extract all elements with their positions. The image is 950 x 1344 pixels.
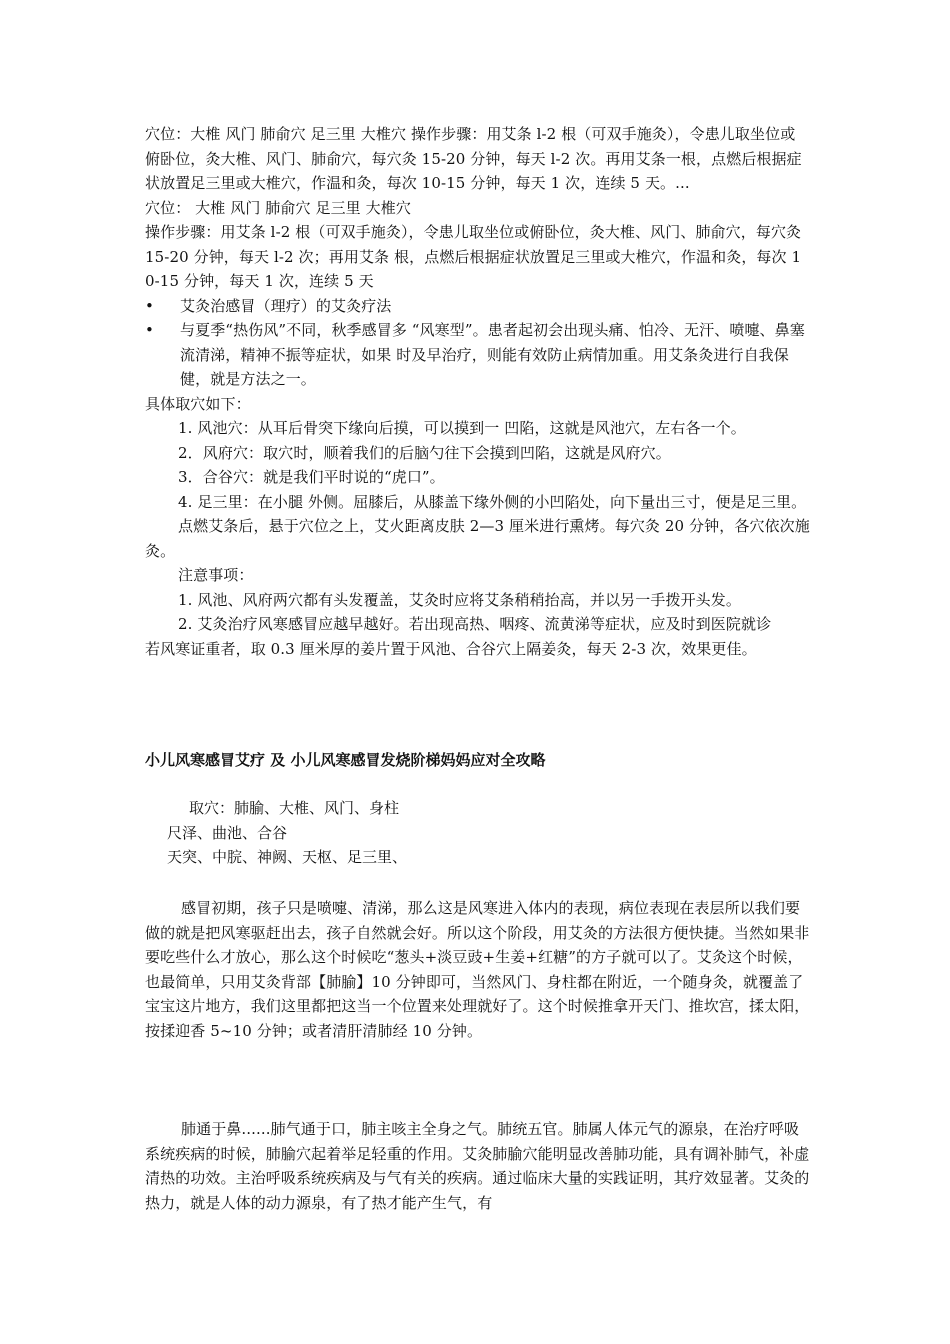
bullet-item	[145, 294, 810, 319]
note-item: 2. 艾灸治疗风寒感冒应越早越好。若出现高热、咽疼、流黄涕等症状，应及时到医院就诊	[178, 615, 772, 633]
acupoint-list-line: 尺泽、曲池、合谷	[167, 823, 288, 842]
acupoint-operation-paragraph: 穴位：大椎 风门 肺俞穴 足三里 大椎穴 操作步骤：用艾条 l-2 根（可双手施灸），令患儿取坐位或俯卧位，灸大椎、风门、肺俞穴，每穴灸 15-20 分钟，每天 l-2 次。再用艾条一根，点燃后根据症状放置足三里或大椎穴，作温和灸，每次 10-15 分钟，每天 1 次，连续 5 天。...	[145, 125, 802, 192]
point-item: 4. 足三里：在小腿 外侧。屈膝后，从膝盖下缘外侧的小凹陷处，向下量出三寸，便是足三里。	[178, 492, 807, 511]
lung-paragraph: 肺通于鼻......肺气通于口，肺主咳主全身之气。肺统五官。肺属人体元气的源泉，在治疗呼吸系统疾病的时候，肺腧穴起着举足轻重的作用。艾灸肺腧穴能明显改善肺功能，具有调补肺气，补虚清热的功效。主治呼吸系统疾病及与气有关的疾病。通过临床大量的实践证明，其疗效显著。艾灸的热力，就是人体的动力源泉，有了热才能产生气，有	[145, 1120, 810, 1212]
section-two-title: 小儿风寒感冒艾疗 及 小儿风寒感冒发烧阶梯妈妈应对全攻略	[145, 751, 546, 769]
bullet-text: 艾灸治感冒（理疗）的艾灸疗法	[180, 296, 392, 315]
method-paragraph: 点燃艾条后，悬于穴位之上，艾火距离皮肤 2—3 厘米进行熏烤。每穴灸 20 分钟，各穴依次施灸。	[145, 517, 810, 560]
operation-steps-paragraph: 操作步骤：用艾条 l-2 根（可双手施灸），令患儿取坐位或俯卧位，灸大椎、风门、肺俞穴，每穴灸 15-20 分钟，每天 l-2 次；再用艾条 根，点燃后根据症状放置足三里或大椎穴，作温和灸，每次 10-15 分钟，每天 1 次，连续 5 天	[145, 223, 802, 290]
note-item: 1. 风池、风府两穴都有头发覆盖，艾灸时应将艾条稍稍抬高，并以另一手拨开头发。	[178, 590, 741, 609]
acupoint-line: 穴位： 大椎 风门 肺俞穴 足三里 大椎穴	[145, 198, 411, 217]
early-cold-paragraph: 感冒初期，孩子只是喷嚏、清涕，那么这是风寒进入体内的表现，病位表现在表层所以我们要做的就是把风寒驱赶出去，孩子自然就会好。所以这个阶段，用艾灸的方法很方便快捷。当然如果非要吃些什么才放心，那么这个时候吃“葱头+淡豆豉+生姜+红糖”的方子就可以了。艾灸这个时候，也最简单，只用艾灸背部【肺腧】10 分钟即可，当然风门、身柱都在附近，一个随身灸，就覆盖了宝宝这片地方，我们这里都把这当一个位置来处理就好了。这个时候推拿开天门、推坎宫，揉太阳，按揉迎香 5~10 分钟；或者清肝清肺经 10 分钟。	[145, 899, 810, 1040]
section-one	[145, 122, 810, 661]
acupoint-list-line: 天突、中脘、神阙、天枢、足三里、	[167, 848, 408, 866]
bullet-icon: •	[145, 296, 154, 315]
early-cold-paragraph-block	[145, 896, 810, 1043]
bullet-item	[145, 318, 810, 392]
acupoint-list	[145, 796, 810, 870]
tail-paragraph: 若风寒证重者，取 0.3 厘米厚的姜片置于风池、合谷穴上隔姜灸，每天 2-3 次，效果更佳。	[145, 639, 757, 658]
point-item: 1. 风池穴：从耳后骨突下缘向后摸，可以摸到一 凹陷，这就是风池穴，左右各一个。	[178, 419, 746, 437]
lung-paragraph-block	[145, 1117, 810, 1215]
notes-heading: 注意事项：	[178, 566, 254, 584]
points-heading: 具体取穴如下：	[145, 394, 251, 413]
acupoint-list-line: 取穴：肺腧、大椎、风门、身柱	[189, 799, 400, 817]
point-item: 3．合谷穴：就是我们平时说的“虎口”。	[178, 468, 445, 486]
bullet-text: 与夏季“热伤风”不同，秋季感冒多 “风寒型”。患者起初会出现头痛、怕冷、无汗、喷嚏、鼻塞流清涕，精神不振等症状，如果 时及早治疗，则能有效防止病情加重。用艾条灸进行自我保健，就是方法之一。	[180, 321, 805, 388]
point-item: 2．风府穴：取穴时，顺着我们的后脑勺往下会摸到凹陷，这就是风府穴。	[178, 443, 671, 462]
bullet-icon: •	[145, 321, 154, 339]
